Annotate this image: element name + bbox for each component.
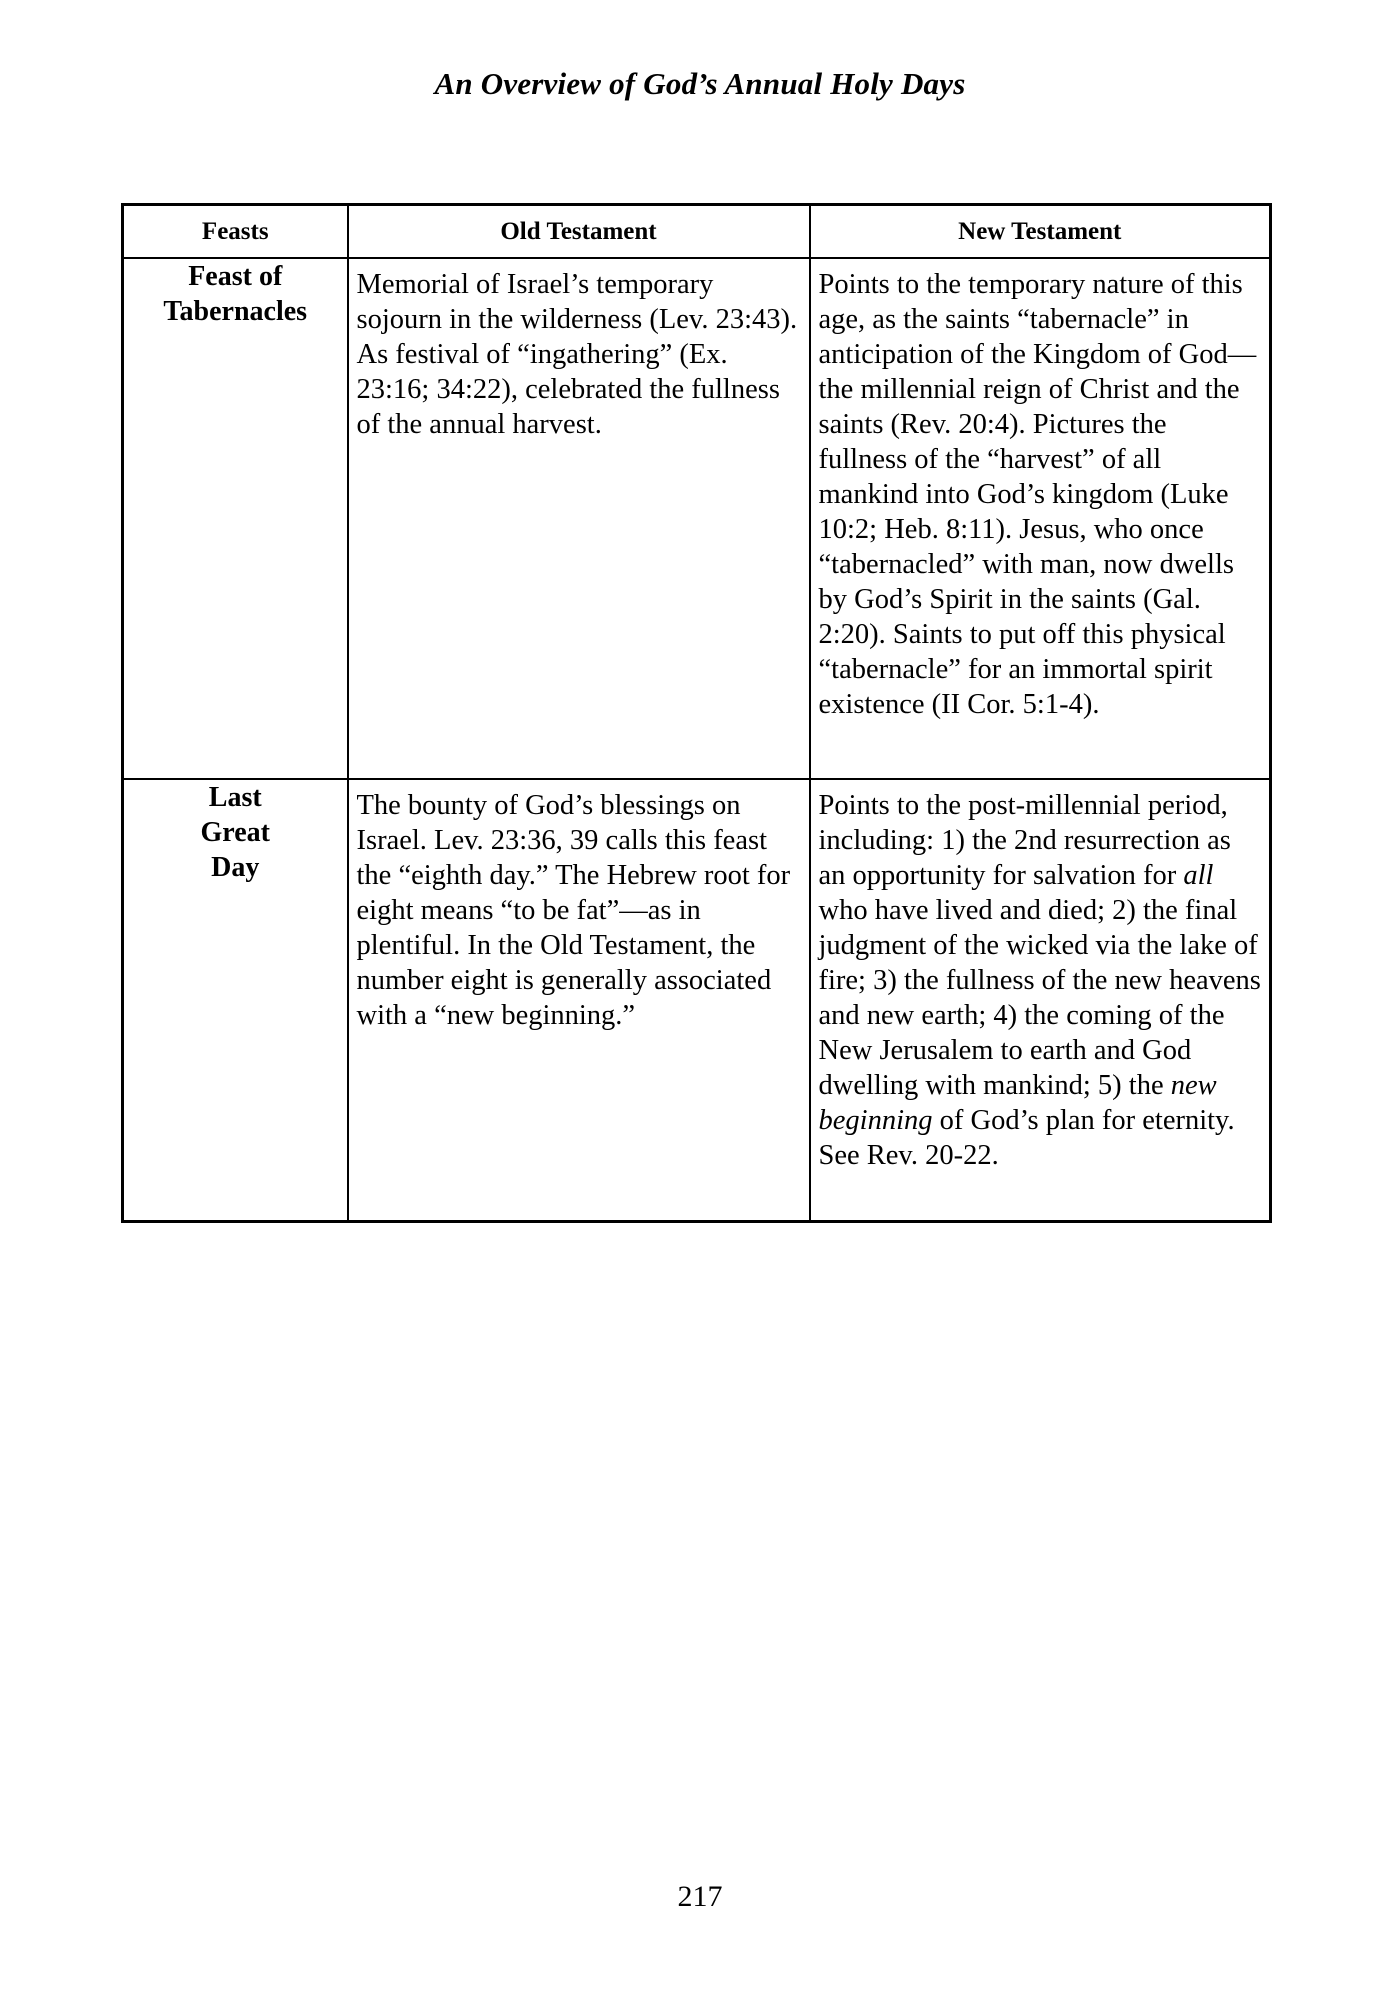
table-row-last-great-day <box>123 779 1271 1222</box>
feast-name-line: Tabernacles <box>163 296 308 327</box>
emphasis-new-beginning: new beginning <box>818 1070 1217 1136</box>
feast-name-line: Day <box>211 852 260 883</box>
holy-days-table <box>121 203 1272 1223</box>
new-testament-cell <box>810 779 1271 1222</box>
column-header-old-testament: Old Testament <box>348 205 810 259</box>
feast-name-cell <box>123 779 348 1222</box>
feast-name-line: Great <box>200 817 270 848</box>
feast-name-line: Feast of <box>188 261 283 292</box>
new-testament-text: of God’s plan for eternity. <box>932 1105 1235 1136</box>
column-header-new-testament: New Testament <box>810 205 1271 259</box>
running-title: An Overview of God’s Annual Holy Days <box>434 66 966 101</box>
column-header-feasts: Feasts <box>123 205 348 259</box>
feast-name-cell <box>123 258 348 779</box>
feast-name-line: Last <box>208 782 262 813</box>
new-testament-cell: Points to the temporary nature of this age, as the saints “tabernacle” in anticipation of the Kingdom of God—the millennial reign of Christ and the saints (Rev. 20:4). Pictures the fullness of the “harvest” of all mankind into God’s kingdom (Luke 10:2; Heb. 8:11). Jesus, who once “tabernacled” with man, now dwells by God’s Spirit in the saints (Gal. 2:20). Saints to put off this physical “tabernacle” for an immortal spirit existence (II Cor. 5:1-4). <box>810 258 1271 779</box>
see-reference: See Rev. 20-22. <box>818 1140 999 1171</box>
new-testament-text: who have lived and died; 2) the final judgment of the wicked via the lake of fire; 3) the fullness of the new heavens and new earth; 4) the coming of the New Jerusalem to earth and God dwelling with mankind; 5) the <box>818 895 1261 1101</box>
table-header-row <box>123 205 1271 259</box>
old-testament-cell: Memorial of Israel’s temporary sojourn in the wilderness (Lev. 23:43). As festival of “ingathering” (Ex. 23:16; 34:22), celebrated the fullness of the annual harvest. <box>348 258 810 779</box>
page-number: 217 <box>677 1880 723 1913</box>
old-testament-cell: The bounty of God’s blessings on Israel. Lev. 23:36, 39 calls this feast the “eighth day.” The Hebrew root for eight means “to be fat”—as in plentiful. In the Old Testament, the number eight is generally associated with a “new beginning.” <box>348 779 810 1222</box>
emphasis-all: all <box>1183 860 1214 891</box>
table-row-feast-of-tabernacles <box>123 258 1271 779</box>
new-testament-text: Points to the post-millennial period, including: 1) the 2nd resurrection as an opportunity for salvation for <box>818 790 1231 891</box>
